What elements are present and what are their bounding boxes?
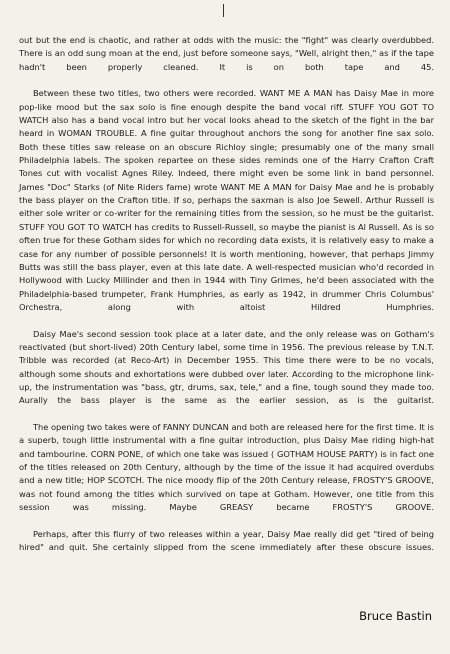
paragraph-opening-takes: The opening two takes were of FANNY DUNCAN and both are released here for the first time. It is a superb, tough little instrumental with a fine guitar introduction, plus Daisy Mae riding high-hat and tambourine. CORN PONE, of which one take was issued ( GOTHAM HOUSE PARTY) is in fact one of the titles released on 20th Century, although by the time of the issue it had acquired overdubs and a new title; HOP SCOTCH. The nice moody flip of the 20th Century release, FROSTY'S GROOVE, was not found among the titles which survived on tape at Gotham. However, one title from this session was missing. Maybe GREASY became FROSTY'S GROOVE.	[19, 421, 434, 513]
paragraph-second-session: Daisy Mae's second session took place at a later date, and the only release was on Gotham's reactivated (but short-lived) 20th Century label, some time in 1956. The previous release by T.N.T. Tribble was recorded (at Reco-Art) in December 1955. This time there were to be no vocals, although some shouts and exhortations were dubbed over later. According to the microphone link-up, the instrumentation was "bass, gtr, drums, sax, tele," and a fine, tough sound they made too. Aurally the bass player is the same as the earlier session, as is the guitarist.	[19, 328, 434, 406]
paragraph-recordings: Between these two titles, two others were recorded. WANT ME A MAN has Daisy Mae in more pop-like mood but the sax solo is fine enough despite the band vocal riff. STUFF YOU GOT TO WATCH also has a band vocal intro but her vocal looks ahead to the sketch of the fight in the bar heard in WOMAN TROUBLE. A fine guitar throughout anchors the song for another fine sax solo. Both these titles saw release on an obscure Richloy single; presumably one of the many small Philadelphia labels. The spoken repartee on these sides reminds one of the Harry Crafton Craft Tones cut with vocalist Agnes Riley. Indeed, there might even be some link in band personnel. James "Doc" Starks (of Nite Riders fame) wrote WANT ME A MAN for Daisy Mae and he is probably the bass player on the Crafton title. If so, perhaps the saxman is also Joe Sewell. Arthur Russell is either sole writer or co-writer for the remaining titles from the session, so he must be the guitarist. STUFF YOU GOT TO WATCH has credits to Russell-Russell, so maybe the pianist is Al Russell. As is so often true for these Gotham sides for which no recording data exists, it is relatively easy to make a case for any number of possible personnels! It is worth mentioning, however, that perhaps Jimmy Butts was still the bass player, even at this late date. A well-respected musician who'd recorded in Hollywood with Lucky Millinder and then in 1944 with Tiny Grimes, he'd been associated with the Philadelphia-based trumpeter, Frank Humphries, as early as 1942, in drummer Chris Columbus' Orchestra, along with altoist Hildred Humphries.	[19, 88, 434, 312]
paragraph-conclusion: Perhaps, after this flurry of two releases within a year, Daisy Mae really did get "tired of being hired" and quit. She certainly slipped from the scene immediately after these obscure issues.	[19, 528, 434, 553]
author-signature: Bruce Bastin	[359, 609, 432, 623]
page-mark	[223, 4, 224, 17]
paragraph-continuation: out but the end is chaotic, and rather at odds with the music: the "fight" was clearly overdubbed. There is an odd sung moan at the end, just before someone says, "Well, alright then," as if the tape hadn't been properly cleaned. It is on both tape and 45.	[19, 35, 434, 72]
article-body	[19, 34, 434, 568]
